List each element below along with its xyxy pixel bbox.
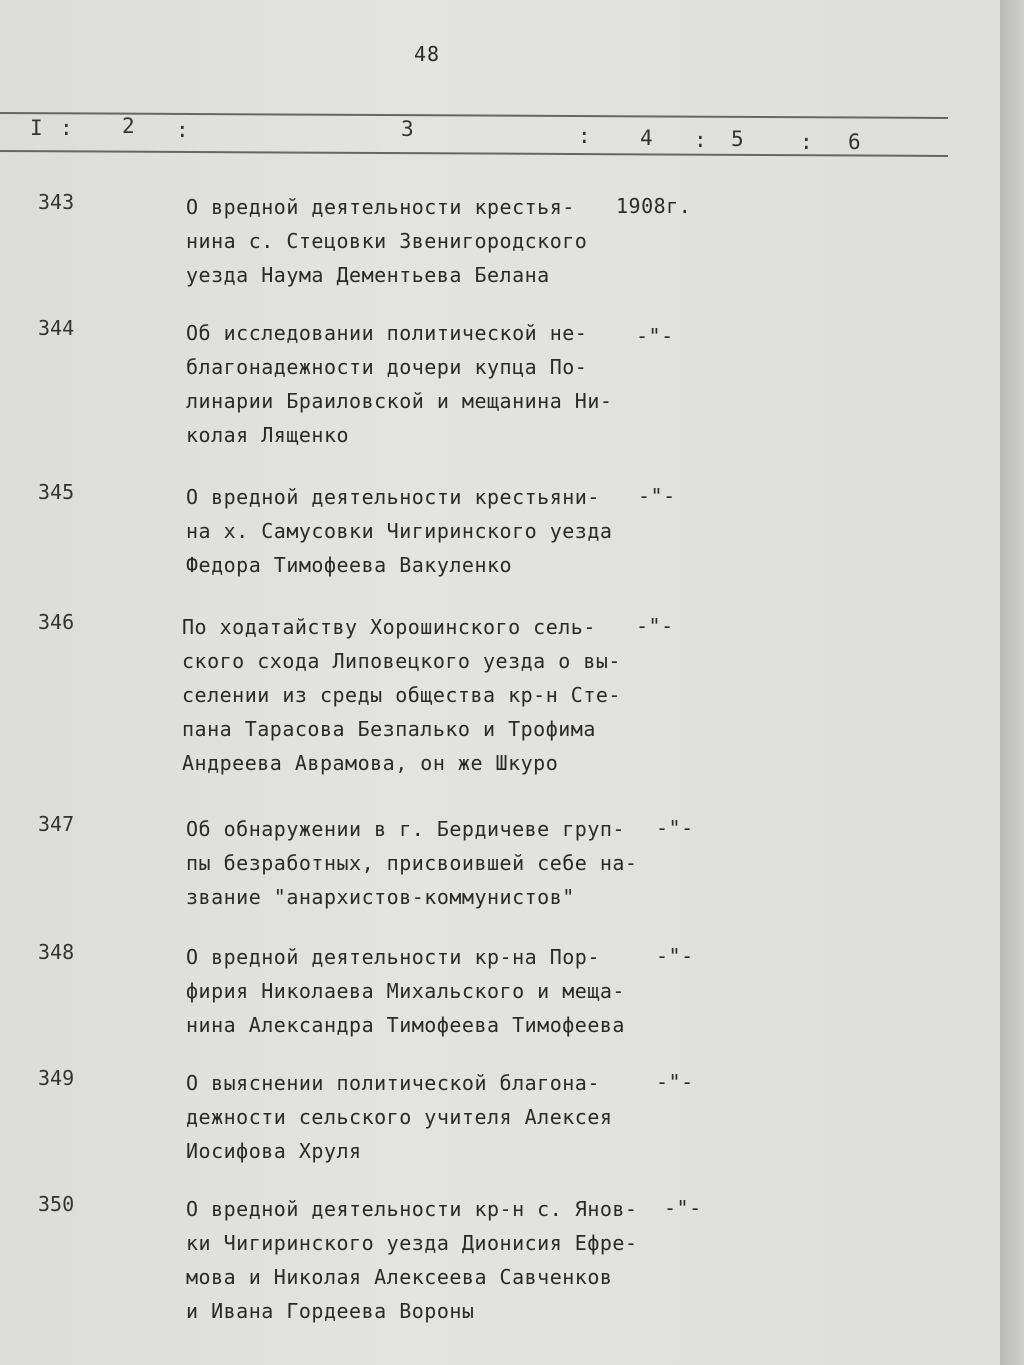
entry-date: -"- xyxy=(656,1070,694,1094)
column-separator: : xyxy=(60,116,73,140)
column-separator: : xyxy=(578,124,591,148)
column-header-4: 4 xyxy=(640,126,653,150)
entry-date: 1908г. xyxy=(616,194,692,218)
entry-description: О выяснении политической благона- дежности сельского учителя Алексея Иосифова Хруля xyxy=(186,1071,613,1163)
header-rule-top xyxy=(0,112,948,119)
entry-number: 345 xyxy=(38,480,75,504)
page-number: 48 xyxy=(414,42,441,66)
entry-description: О вредной деятельности крестья- нина с. Стецовки Звенигородского уезда Наума Дементьева Белана xyxy=(186,195,588,287)
column-header-1: I xyxy=(30,116,43,140)
column-header-5: 5 xyxy=(731,127,744,151)
entry-description: О вредной деятельности крестьяни- на х. Самусовки Чигиринского уезда Федора Тимофеева Вакуленко xyxy=(186,485,613,577)
entry-date: -"- xyxy=(636,324,674,348)
column-header-6: 6 xyxy=(848,130,861,154)
column-header-3: 3 xyxy=(401,117,414,141)
entry-date: -"- xyxy=(656,816,694,840)
entry-description: Об исследовании политической не- благонадежности дочери купца По- линарии Браиловской и мещанина Ни- колая Лященко xyxy=(186,321,613,447)
entry-number: 347 xyxy=(38,812,75,836)
entry-description: О вредной деятельности кр-на Пор- фирия Николаева Михальского и меща- нина Александра Тимофеева Тимофеева xyxy=(186,945,625,1037)
column-separator: : xyxy=(800,130,813,154)
entry-number: 343 xyxy=(38,190,75,214)
entry-description: Об обнаружении в г. Бердичеве груп- пы безработных, присвоившей себе на- звание "анархистов-коммунистов" xyxy=(186,817,638,909)
entry-description: О вредной деятельности кр-н с. Янов- ки Чигиринского уезда Дионисия Ефре- мова и Николая Алексеева Савченков и Ивана Гордеева Вороны xyxy=(186,1197,638,1323)
column-header-2: 2 xyxy=(122,114,135,138)
column-separator: : xyxy=(694,128,707,152)
entry-description: По ходатайству Хорошинского сель- ского схода Липовецкого уезда о вы- селении из среды общества кр-н Сте- пана Тарасова Безпалько и Трофима Андреева Аврамова, он же Шкуро xyxy=(182,615,621,775)
column-separator: : xyxy=(176,118,189,142)
entry-number: 348 xyxy=(38,940,75,964)
entry-number: 344 xyxy=(38,316,75,340)
entry-number: 349 xyxy=(38,1066,75,1090)
entry-date: -"- xyxy=(656,944,694,968)
entry-number: 350 xyxy=(38,1192,75,1216)
entry-date: -"- xyxy=(664,1196,702,1220)
entry-date: -"- xyxy=(638,484,676,508)
entry-number: 346 xyxy=(38,610,75,634)
background-edge xyxy=(1000,0,1024,1365)
entry-date: -"- xyxy=(636,614,674,638)
